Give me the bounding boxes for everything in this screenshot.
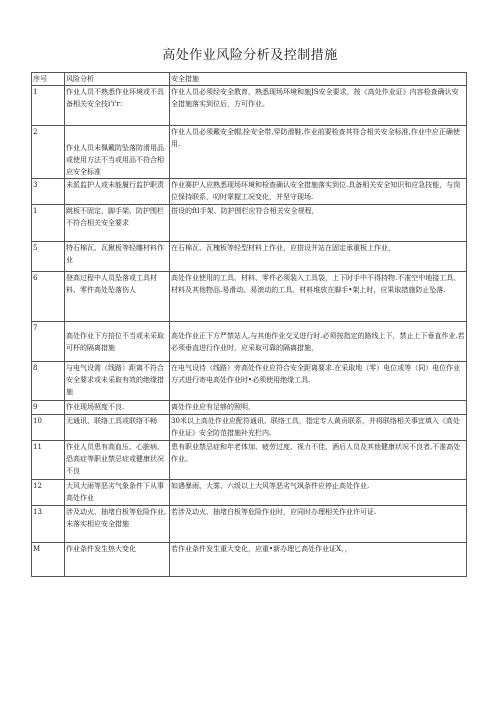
measure-cell: 患有职业禁忌症和年老体加、疲劳过度、视力不佳、酒后人员及其他健康状况不良者,不准高处作业。 [170, 441, 467, 480]
risk-cell: 作业条件发生热大变化 [65, 543, 170, 577]
table-row [32, 506, 467, 543]
measure-cell: 在石棉瓦、瓦槐板等轻型材料上作业，应搭设并站在固定承重板上作业， [170, 242, 467, 272]
risk-cell: 作业人员患有高血压、心脏病、恐高症等职业禁忌症或健康状况不良 [65, 441, 170, 480]
measure-cell: 高处作业使用的工具、材料、零件必须装入工具袋，上下时手中不得持物.不准空中地接工具、材料及其他物品.易滑动、易滚动的工具、材料堆放在脚手•架上时，应果取措施防止坠落. [170, 272, 467, 322]
row-number: 2 [32, 126, 65, 179]
header-risk: 风险分析 [65, 73, 170, 86]
measure-cell: 如遇暴雨、大雾、六级以上大风等恶劣气飒条件应停止高处作业. [170, 480, 467, 506]
row-number: M [32, 543, 65, 577]
risk-cell: 大风大雨等恶劣气象条件下从事高处作业 [65, 480, 170, 506]
table-row [32, 242, 467, 272]
risk-cell: 与电气设需（线路）距离不符合安全要求或未采取有效的绝缘措施 [65, 362, 170, 401]
measure-cell: 若作业条件发生重大变化，应重•新办理匕高处作业证X，， [170, 543, 467, 577]
table-row [32, 362, 467, 401]
header-measure: 安全措施 [170, 73, 467, 86]
table-row [32, 272, 467, 322]
risk-cell: 作业现场照度不良. [65, 401, 170, 415]
row-number: 1 [32, 86, 65, 126]
risk-cell: 特石棉瓦、瓦揪板等轻雕材料作业 [65, 242, 170, 272]
measure-cell: 高处作业正下方严禁站人,与其他作业交叉进行时.必须按指定的路线上下，禁止上下垂直作业.若必须垂直进行作业时，应采取可靠的隔离措施， [170, 322, 467, 362]
risk-cell: 未派监护人或未能履行监护职责 [65, 179, 170, 205]
measure-cell: 作业赛护人应熟悉现场环境和检查确认安全措施落实到位.具备相关安全知识和应急技能，与岗位保持联系，叨时掌握工况变化，并坚守现场. [170, 179, 467, 205]
row-number: 3 [32, 179, 65, 205]
table-row [32, 86, 467, 126]
risk-cell: 作业人员不熟悉作业环境或不具备相关安全技i'i'r： [65, 86, 170, 126]
table-row [32, 480, 467, 506]
row-number: 9 [32, 401, 65, 415]
row-number: 13 [32, 506, 65, 543]
table-row [32, 322, 467, 362]
row-number: 6 [32, 272, 65, 322]
table-row [32, 401, 467, 415]
row-number: 11 [32, 441, 65, 480]
risk-cell: 高处作业下方掊位不当或未采取可杯的隔离措施 [65, 322, 170, 362]
risk-cell: 涉及动火、抽堵白板等危险作业,未落实相应安全措施 [65, 506, 170, 543]
row-number: 1 [32, 205, 65, 242]
table-row [32, 205, 467, 242]
row-number: 7 [32, 322, 65, 362]
measure-cell: 若涉及动火、抽堵白板等危险作业时，应同时办理相关作业许可证. [170, 506, 467, 543]
table-row [32, 543, 467, 577]
row-number: 10 [32, 415, 65, 441]
table-header-row [32, 73, 467, 86]
table-row [32, 415, 467, 441]
measure-cell: 作业人员必须戴安全帽,拴安全带,穿防滑鞋.作业前要检查其符合相关安全标准,作业中应正确使用. [170, 126, 467, 179]
measure-cell: 离处作业应有足够的照明， [170, 401, 467, 415]
risk-control-table [31, 72, 467, 577]
risk-cell: 登高过程中人员坠落或工具材料、零件高处坠落伤人 [65, 272, 170, 322]
row-number: 8 [32, 362, 65, 401]
risk-cell: 跳板不固定，脚手架、防护围栏不符合相关安全要求 [65, 205, 170, 242]
measure-cell: 搭设的ftl手架、防护围栏应符合相关安全规程， [170, 205, 467, 242]
header-no: 序号 [32, 73, 65, 86]
risk-cell: 无通讯、联络工具或联络不畅 [65, 415, 170, 441]
table-row [32, 126, 467, 179]
page-title: 高处作业风险分析及控制措施 [162, 48, 338, 63]
measure-cell: 30米以上高处作业应配符通讯、联络工具，指定专人黄贡联系，并将联络相关事宜填入《高处作业证》安全防范措施补充栏内. [170, 415, 467, 441]
table-row [32, 441, 467, 480]
measure-cell: 作业人员必须经安全教育，熟悉现场环境和施JS安全要求，按《高处作业证》内容检查确认安全措施落实到位后，方可作业。 [170, 86, 467, 126]
measure-cell: 在电气设待（线路）旁高处作业应符合安全距离要求.在采取地（零）电位或等（同）电位作业方式进行寄电高处作业时•必须使用绝缘工具. [170, 362, 467, 401]
risk-cell: 作业人员未佩戴防坠落防滑用品或使用方法不当或用品不符合相应安全标准 [65, 126, 170, 179]
table-row [32, 179, 467, 205]
row-number: 5 [32, 242, 65, 272]
row-number: 12 [32, 480, 65, 506]
